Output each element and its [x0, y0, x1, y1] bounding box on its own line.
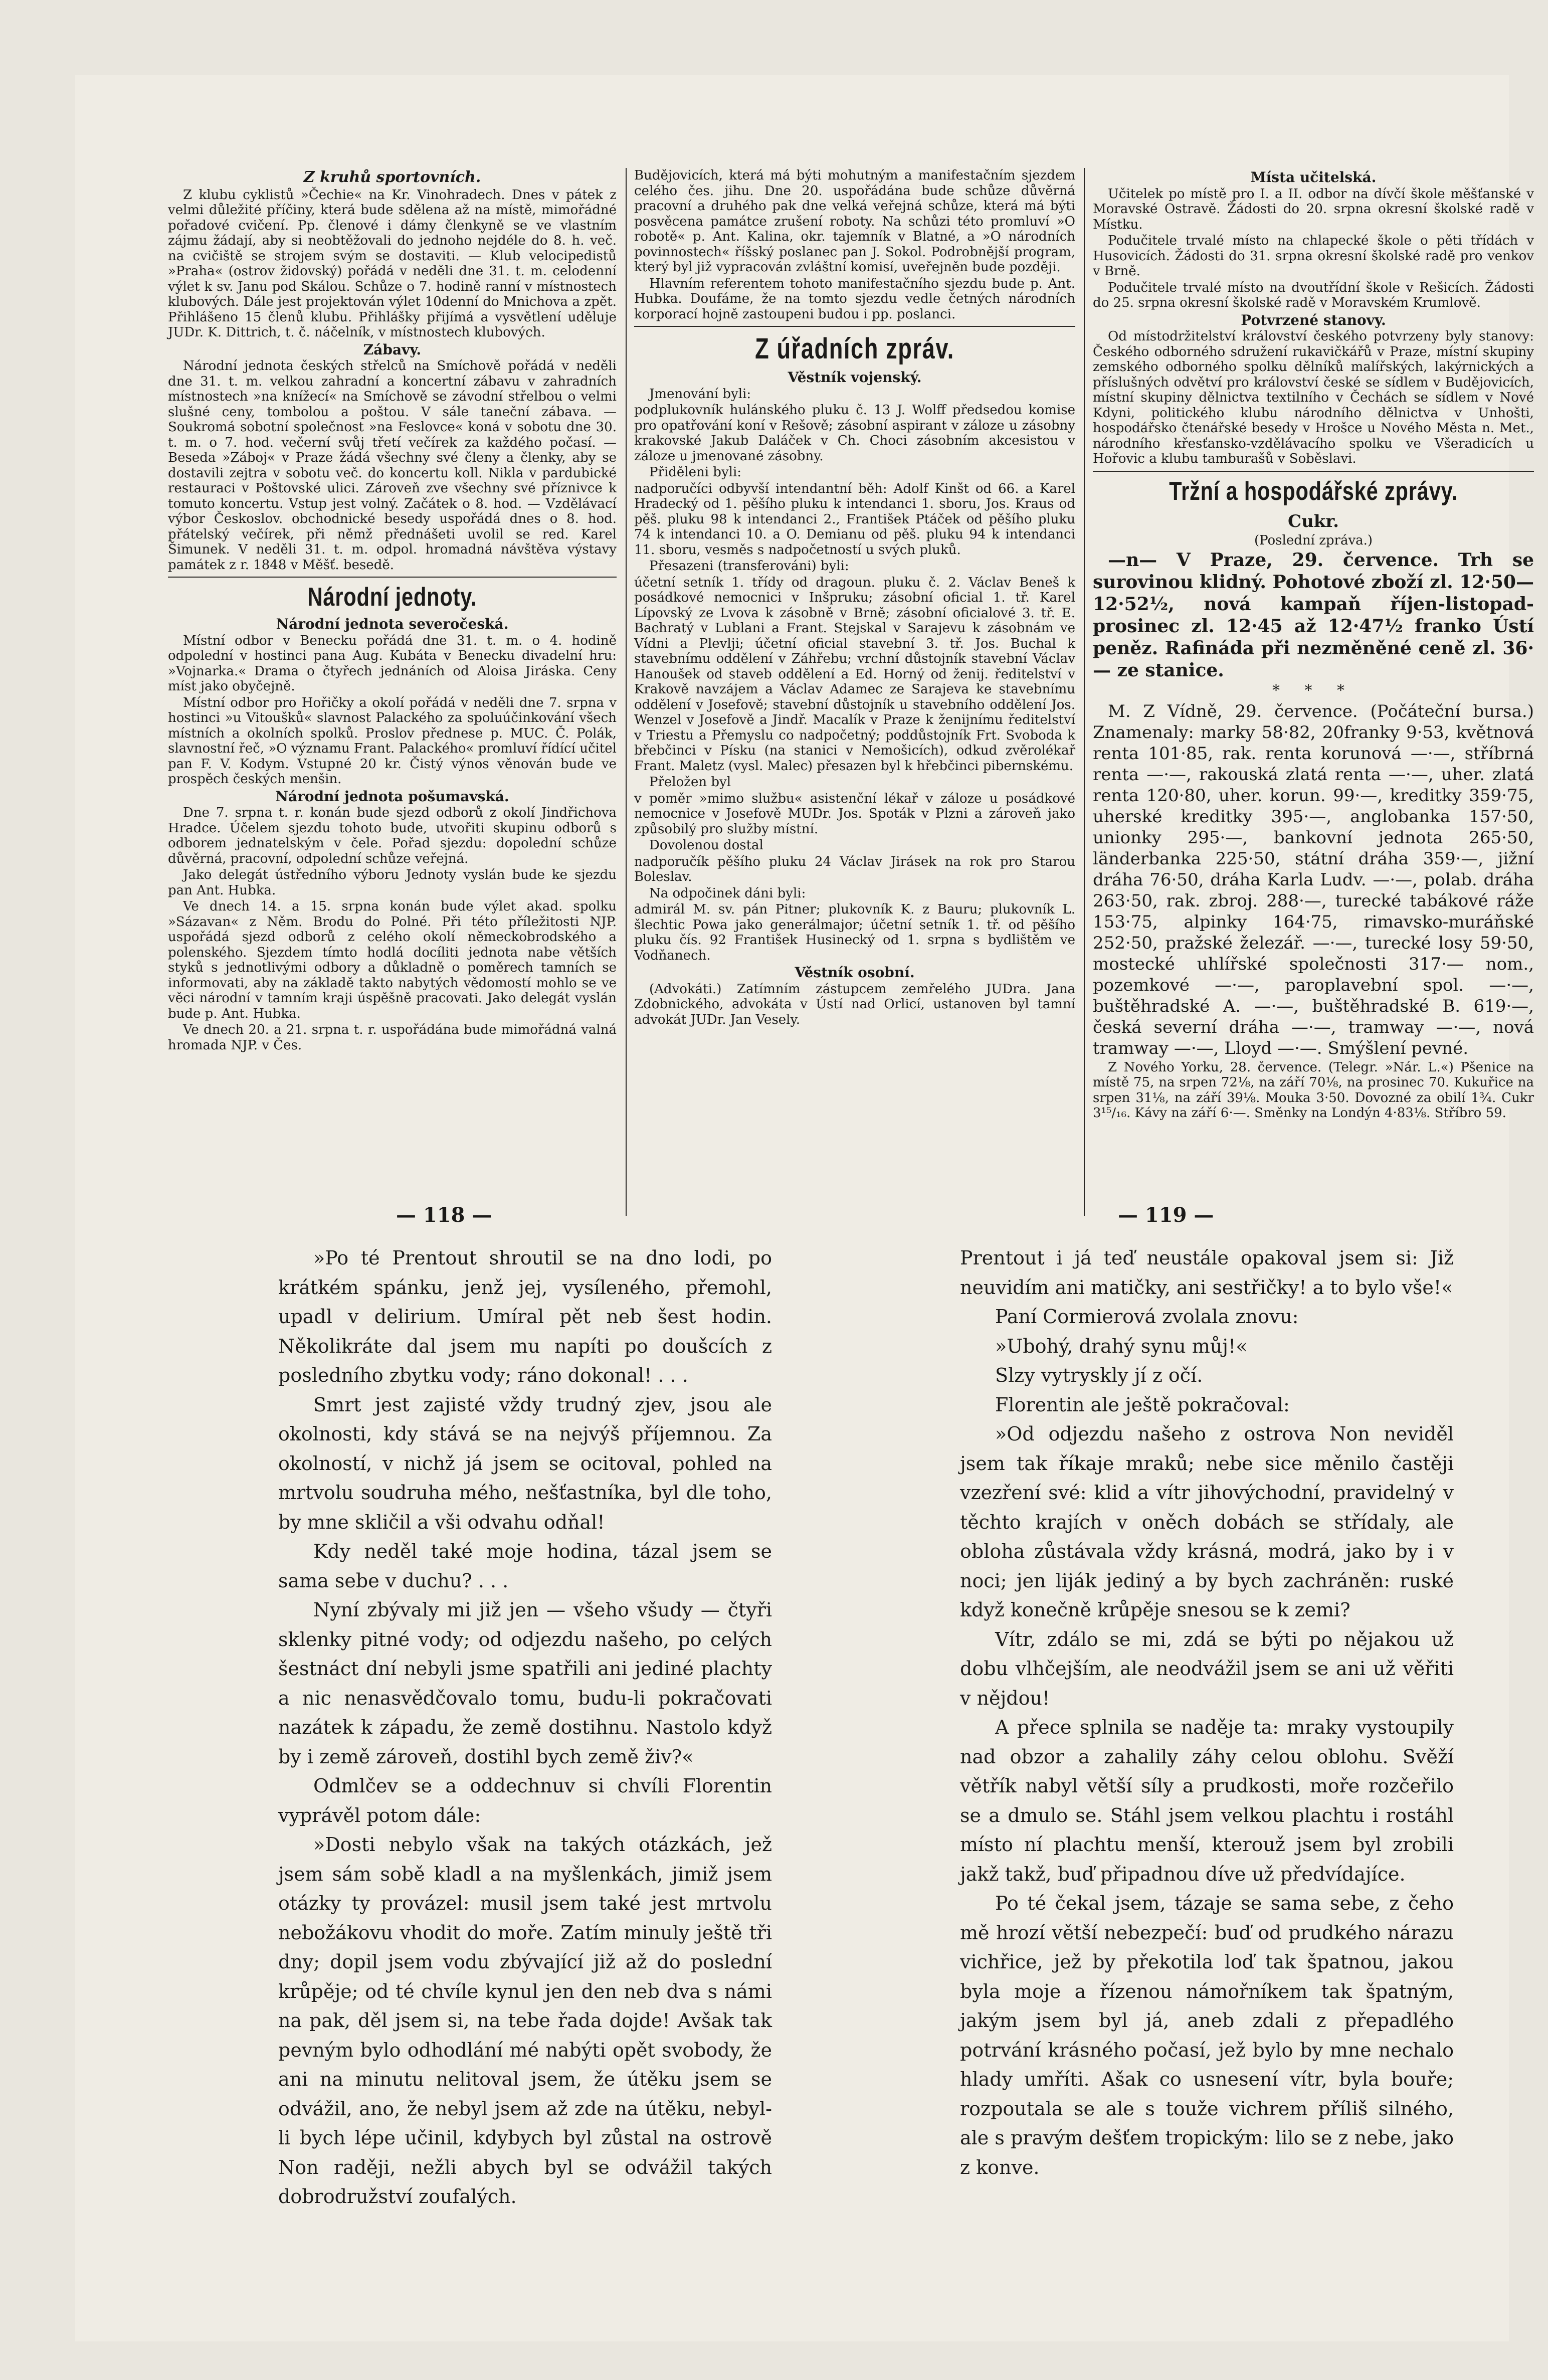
paragraph: Budějovicích, která má býti mohutným a manifestačním sjezdem celého čes. jihu. Dne 20. uspořádána bude schůze důvěrná pracovní a druhého pak dne velká veřejná schůze, která má býti posvěcena památce zrušení roboty. Na schůzi této promluví »O robotě« p. Ant. Kalina, okr. tajemník v Blatné, a »O národních povinnostech« říšský poslanec pan J. Sokol. Podrobnější program, který byl již vypracován zvláštní komisí, uveřejněn bude později. [634, 168, 1075, 275]
column-right [1093, 168, 1534, 1221]
divider [1093, 471, 1534, 472]
heading-uredni-zpravy: Z úřadních zpráv. [755, 332, 954, 365]
paragraph: Místní odbor pro Hořičky a okolí pořádá v neděli dne 7. srpna v hostinci »u Vitoušků« slavnost Palackého za spoluúčinkování všech místních a okolních spolků. Proslov přednese p. MUC. Č. Polák, slavnostní řeč, »O významu Frant. Palackého« promluví řídící učitel pan F. V. Kodym. Vstupné 20 kr. Čistý výnos věnován bude ve prospěch českých menšin. [168, 695, 617, 787]
paragraph: nadporučíci odbyvší intendantní běh: Adolf Kinšt od 66. a Karel Hradecký od 1. pěšího pluku k intendanci 1. sboru, Jos. Kraus od pěš. pluku 98 k intendanci 2., František Ptáček od pěšího pluku 74 k intendanci 10. a O. Demianu od pěš. pluku 94 k intendanci 11. sboru, vesměs s nadpočetností u svých pluků. [634, 481, 1075, 558]
paragraph: M. Z Vídně, 29. července. (Počáteční bursa.) Znamenaly: marky 58·82, 20franky 9·53, květnová renta 101·85, rak. renta korunová —·—, stříbrná renta —·—, rakouská zlatá renta —·—, uher. zlatá renta 120·80, uher. korun. 99·—, kreditky 359·75, uherské kreditky 395·—, anglobanka 157·50, unionky 295·—, bankovní jednota 265·50, länderbanka 225·50, státní dráha 359·—, jižní dráha 76·50, dráha Karla Ludv. —·—, polab. dráha 263·50, rak. zbroj. 288·—, turecké tabákové ráže 153·75, alpinky 164·75, rimavsko-muráňské 252·50, pražské železář. —·—, turecké losy 59·50, mostecké uhlířské společnosti 317·— nom., pozemkové —·—, paroplavební spol. —·—, buštěhradské A. —·—, buštěhradské B. 619·—, česká severní dráha —·—, tramway —·—, nová tramway —·—, Lloyd —·—. Smýšlení pevné. [1093, 701, 1534, 1058]
book-page-right [960, 1243, 1454, 2196]
paragraph: »Od odjezdu našeho z ostrova Non neviděl jsem tak říkaje mraků; nebe sice měnilo častěji vzezření své: klid a vítr jihovýchodní, pravidelný v těchto krajích v oněch dobách se střídaly, ale obloha zůstávala vždy krásná, modrá, jako by i v noci; jen liják jediný a by bych zachráněn: ruské když konečně krůpěje snesou se k zemi? [960, 1423, 1454, 1621]
paragraph: (Poslední zpráva.) [1254, 532, 1373, 548]
paragraph: Přiděleni byli: [649, 465, 742, 480]
paragraph: Ve dnech 14. a 15. srpna konán bude výlet akad. spolku »Sázavan« z Něm. Brodu do Polné. Při této příležitosti NJP. uspořádá sjezd odborů z celého okolí německobrodského a polenského. Sjezdem tímto hodlá docíliti jednota nabe větších styků s jednotlivými odbory a důkladně o poměrech tamních se informovati, aby na základě takto nabytých vědomostí mohlo se ve věci národní v tamním kraji úspěšně pracovati. Jako delegát vyslán bude p. Ant. Hubka. [168, 899, 617, 1021]
paragraph: Učitelek po místě pro I. a II. odbor na dívčí škole měšťanské v Moravské Ostravě. Žádosti do 20. srpna okresní školské radě v Místku. [1093, 186, 1534, 232]
paragraph: Po té čekal jsem, tázaje se sama sebe, z čeho mě hrozí větší nebezpečí: buď od prudkého nárazu vichřice, jež by překotila loď tak špatnou, jakou byla moje a řízenou námořníkem tak špatným, jakým jsem byl já, aneb zdali z přepadlého potrvání krásného počasí, jež bylo by mne nechalo hlady umříti. Ašak co usnesení vítr, byla bouře; rozpoutala se ale s touže vichrem příliš silného, ale s pravým dešťem tropickým: lilo se z nebe, jako z konve. [960, 1892, 1454, 2178]
paragraph: admirál M. sv. pán Pitner; plukovník K. z Bauru; plukovník L. šlechtic Powa jako generálmajor; účetní setník 1. tř. od pěšího pluku čís. 92 František Husinecký od 1. srpna s bydlištěm ve Vodňanech. [634, 902, 1075, 963]
paragraph: Smrt jest zajisté vždy trudný zjev, jsou ale okolnosti, kdy stává se na nejvýš příjemnou. Za okolností, v nichž já jsem se ocitoval, pohled na mrtvolu soudruha mého, nešťastníka, byl dle toho, by mne skličil a vši odvahu odňal! [278, 1393, 772, 1533]
paragraph: Paní Cormierová zvolala znovu: [995, 1306, 1299, 1328]
paragraph: Odmlčev se a oddechnuv si chvíli Florentin vyprávěl potom dále: [278, 1775, 772, 1826]
column-middle [634, 168, 1075, 1221]
column-rule [626, 168, 627, 1216]
paragraph: Z klubu cyklistů »Čechie« na Kr. Vinohradech. Dnes v pátek z velmi důležité příčiny, která bude sdělena až na místě, mimořádné pořadové cvičení. Pp. členové i dámy členkyně se ve vlastním zájmu žádají, aby si neobtěžovali do jednoho nejdéle do 8. h. več. na cvičiště se strojem svým se dostaviti. — Klub velocipedistů »Praha« (ostrov židovský) pořádá v neděli dne 31. t. m. celodenní výlet k sv. Janu pod Skálou. Schůze o 7. hodině ranní v místnostech klubových. Dále jest projektován výlet 10denní do Mnichova a zpět. Přihlášeno 15 členů klubu. Přihlášky přijímá a vysvětlení uděluje JUDr. K. Dittrich, t. č. náčelník, v místnostech klubových. [168, 187, 617, 340]
heading-nj-severoceska: Národní jednota severočeská. [276, 616, 509, 632]
paragraph: A přece splnila se naděje ta: mraky vystoupily nad obzor a zahalily záhy celou oblohu. Svěží větřík nabyl větší síly a prudkosti, moře rozčeřilo se a dmulo se. Stáhl jsem velkou plachtu i rostáhl místo ní plachtu menší, kterouž jsem byl zrobili jakž takž, buď připadnou díve už předvídajíce. [960, 1716, 1454, 1885]
page-number-left: — 118 — [396, 1203, 492, 1227]
paragraph: (Advokáti.) Zatímním zástupcem zemřelého JUDra. Jana Zdobnického, advokáta v Ústí nad Orlicí, ustanoven byl tamní advokát JUDr. Jan Vesely. [634, 981, 1075, 1027]
paragraph: Na odpočinek dáni byli: [649, 885, 806, 901]
paragraph: »Po té Prentout shroutil se na dno lodi, po krátkém spánku, jenž jej, vysíleného, přemohl, upadl v delirium. Umíral pět neb šest hodin. Několikráte dal jsem mu napíti po doušcích z posledního zbytku vody; ráno dokonal! . . . [278, 1247, 772, 1386]
paragraph: Dne 7. srpna t. r. konán bude sjezd odborů z okolí Jindřichova Hradce. Účelem sjezdu tohoto bude, utvořiti skupinu odborů s odborem jednatelským v čele. Pořad sjezdu: dopolední schůze důvěrná, pracovní, odpolední schůze veřejná. [168, 805, 617, 866]
paragraph: Podučitele trvalé místo na dvoutřídní škole v Rešicích. Žádosti do 25. srpna okresní školské radě v Moravském Krumlově. [1093, 280, 1534, 310]
paragraph: Z Nového Yorku, 28. července. (Telegr. »Nár. L.«) Pšenice na místě 75, na srpen 72⅛, na září 70⅛, na prosinec 70. Kukuřice na srpen 31⅛, na září 39⅛. Mouka 3·50. Dovozné za obilí 1¾. Cukr 3¹⁵/₁₆. Kávy na září 6·—. Směnky na Londýn 4·83⅛. Stříbro 59. [1093, 1059, 1534, 1121]
paragraph: Národní jednota českých střelců na Smíchově pořádá v neděli dne 31. t. m. velkou zahradní a koncertní zábavu v zahradních místnostech »na knížecí« na Smíchově se závodní střelbou o velmi slušné ceny, tombolou a poštou. V sále taneční zábava. — Soukromá sobotní společnost »na Feslovce« koná v sobotu dne 30. t. m. o 7. hod. večerní svůj třetí večírek za každého počasí. — Beseda »Záboj« v Praze žádá všechny své členy a členky, aby se dostavili zejtra v sobotu več. do koncertu koll. Nikla v pardubické restauraci v Poštovské ulici. Zároveň zve všechny své příznivce k tomuto koncertu. Vstup jest volný. Začátek o 8. hod. — Vzdělávací výbor Českoslov. obchodnické besedy uspořádá dnes o 8. hod. přátelský večírek, při němž přednášeti uvolil se red. Karel Šimunek. V neděli 31. t. m. odpol. hromadná návštěva výstavy památek z r. 1848 v Měšť. besedě. [168, 358, 617, 573]
section-stars: * * * [1272, 682, 1355, 699]
column-rule [1084, 168, 1085, 1216]
column-left [168, 168, 617, 1221]
paragraph: Nyní zbývaly mi již jen — všeho všudy — čtyři sklenky pitné vody; od odjezdu našeho, po celých šestnáct dní nebyli jsme spatřili ani jediné plachty a nic nenasvědčovalo tomu, budu-li pokračovati nazátek k západu, že země dostihnu. Nastolo když by i země zároveň, dostihl bych země živ?« [278, 1599, 772, 1768]
heading-trzni-zpravy: Tržní a hospodářské zprávy. [1169, 476, 1458, 506]
heading-potvrzene-stanovy: Potvrzené stanovy. [1241, 311, 1386, 328]
heading-cukr: Cukr. [1288, 511, 1339, 531]
paragraph: »Ubohý, drahý synu můj!« [995, 1335, 1248, 1357]
paragraph: Od místodržitelství království českého potvrzeny byly stanovy: Českého odborného sdružení rukavičkářů v Praze, místní skupiny zemského odborného spolku dělníků malířských, lakýrnických a příslušných odvětví pro království české se sídlem v Budějovicích, místní skupiny dělnictva textilního v Čechách se sídlem v Nové Kdyni, politického klubu národního dělnictva v Unhošti, hospodářsko čtenářské besedy v Hrošce u Nového Města n. Met., národního křesťansko-vzdělávacího spolku ve Všeradicích u Hořovic a klubu tamburašů v Soběslavi. [1093, 329, 1534, 466]
paragraph: Vítr, zdálo se mi, zdá se býti po nějakou už dobu vlhčejším, ale neodvážil jsem se ani už věřiti v nějdou! [960, 1628, 1454, 1709]
book-page-left [278, 1243, 772, 2208]
paragraph: Kdy neděl také moje hodina, tázal jsem se sama sebe v duchu? . . . [278, 1540, 772, 1592]
paragraph: podplukovník hulánského pluku č. 13 J. Wolff předsedou komise pro opatřování koní v Rešově; zásobní aspirant v záloze u zásobny krakovské Jakub Daláček v Ch. Choci zásobním akcesistou v záloze u jmenované zásobny. [634, 403, 1075, 464]
paragraph: Přeložen byl [649, 775, 731, 790]
paragraph: Hlavním referentem tohoto manifestačního sjezdu bude p. Ant. Hubka. Doufáme, že na tomto sjezdu vedle četných národních korporací hojně zastoupeni budou i pp. poslanci. [634, 276, 1075, 322]
paragraph: v poměr »mimo službu« asistenční lékař v záloze u posádkové nemocnice v Josefově MUDr. Jos. Spoták v Plzni a zároveň jako způsobilý pro služby místní. [634, 791, 1075, 837]
paragraph: Florentin ale ještě pokračoval: [995, 1393, 1290, 1416]
heading-zabavy: Zábavy. [363, 341, 422, 358]
paragraph: Přesazeni (transferováni) byli: [649, 559, 849, 574]
paragraph: Slzy vytryskly jí z očí. [995, 1364, 1203, 1386]
divider [634, 326, 1075, 327]
paragraph: Jmenování byli: [649, 386, 751, 402]
paragraph: Jako delegát ústředního výboru Jednoty vyslán bude ke sjezdu pan Ant. Hubka. [168, 867, 617, 898]
paragraph: nadporučík pěšího pluku 24 Václav Jirásek na rok pro Starou Boleslav. [634, 854, 1075, 884]
paragraph: Podučitele trvalé místo na chlapecké škole o pěti třídách v Husovicích. Žádosti do 31. srpna okresní školské radě pro venkov v Brně. [1093, 233, 1534, 279]
paragraph: účetní setník 1. třídy od dragoun. pluku č. 2. Václav Beneš k posádkové nemocnici v Inšpruku; zásobní oficial 1. tř. Karel Lípovský ze Lvova k zásobně v Brně; zásobní oficialové 3. tř. E. Bachratý v Lublani a Frant. Stejskal v Sarajevu k zásobnám ve Vídni a Plevlji; účetní oficial stavební 3. tř. Jos. Buchal k stavebnímu oddělení v Záhřebu; vrchní důstojník stavební Václav Hanoušek od staveb oddělení a Ed. Horný od ženij. ředitelství v Krakově navzájem a Václav Adamec ze Sarajeva ke stavebnímu oddělení v Josefově; stavební důstojník u stavebního oddělení Jos. Wenzel v Josefově a Jindř. Macalík v Praze k ženijnímu ředitelství v Triestu a Přemyslu co nadpočetný; poddůstojník Frt. Svoboda k břebčinci v Písku (na stanici v Nemošicích), odkud zvěrolékař Frant. Maletz (vysl. Malec) přesazen byl k hřebčinci pibernskému. [634, 575, 1075, 774]
paragraph: —n— V Praze, 29. července. Trh se surovinou klidný. Pohotové zboží zl. 12·50—12·52½, nová kampaň říjen-listopad-prosinec zl. 12·45 až 12·47½ franko Ústí peněz. Rafináda při nezměněné ceně zl. 36·— ze stanice. [1093, 550, 1534, 681]
paragraph: Prentout i já teď neustále opakoval jsem si: Již neuvidím ani matičky, ani sestřičky! a to bylo vše!« [960, 1247, 1454, 1299]
heading-mista-ucitelska: Místa učitelská. [1250, 169, 1377, 186]
divider [168, 577, 617, 578]
paragraph: »Dosti nebylo však na takých otázkách, jež jsem sám sobě kladl a na myšlenkách, jimiž jsem otázky ty provázel: musil jsem také jest mrtvolu nebožákovu vhodit do moře. Zatím minuly ještě tři dny; dopil jsem vodu zbývající již až do poslední krůpěje; od té chvíle kynul jen den neb dva s námi na pak, děl jsem si, na tebe řada dojde! Avšak tak pevným bylo odhodlání mé nabýti opět svobody, že ani na minutu nelitoval jsem, že útěku jsem se odvážil, ano, že nebyl jsem až zde na útěku, nebyl-li bych lépe učinil, kdybych byl zůstal na ostrově Non raději, nežli abych byl se odvážil takých dobrodružství zoufalých. [278, 1834, 772, 2208]
heading-vestnik-vojensky: Věstník vojenský. [788, 369, 922, 386]
heading-nj-posumavska: Národní jednota pošumavská. [275, 788, 509, 805]
paragraph: Dovolenou dostal [649, 838, 763, 853]
paragraph: Místní odbor v Benecku pořádá dne 31. t. m. o 4. hodině odpolední v hostinci pana Aug. Kubáta v Benecku divadelní hru: »Vojnarka.« Drama o čtyřech jednáních od Aloisa Jiráska. Ceny míst jako obyčejně. [168, 633, 617, 694]
heading-vestnik-osobni: Věstník osobní. [795, 964, 915, 981]
heading-sport: Z kruhů sportovních. [303, 168, 481, 186]
paragraph: Ve dnech 20. a 21. srpna t. r. uspořádána bude mimořádná valná hromada NJP. v Čes. [168, 1022, 617, 1053]
heading-narodni-jednoty: Národní jednoty. [307, 583, 477, 612]
page-number-right: — 119 — [1118, 1203, 1214, 1227]
newspaper-sheet [75, 75, 1534, 2341]
